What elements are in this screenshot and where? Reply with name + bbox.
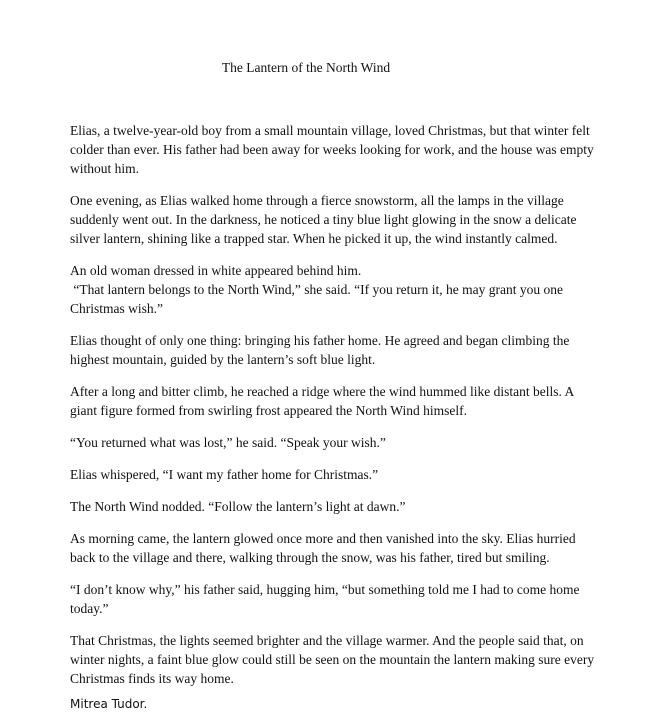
paragraph <box>70 382 630 420</box>
paragraph <box>70 433 630 452</box>
paragraph-line: Elias thought of only one thing: bringing his father home. He agreed and began climbing the <box>70 333 570 348</box>
author-signature: Mitrea Tudor. <box>70 697 148 711</box>
paragraph-line: highest mountain, guided by the lantern’s soft blue light. <box>70 352 376 367</box>
paragraph <box>70 580 630 618</box>
paragraph <box>70 529 630 567</box>
paragraph <box>70 497 630 516</box>
paragraph-line: Christmas finds its way home. <box>70 671 234 686</box>
paragraph-line: Christmas wish.” <box>70 301 163 316</box>
document-title: The Lantern of the North Wind <box>221 60 391 75</box>
paragraph-line: “That lantern belongs to the North Wind,” she said. “If you return it, he may grant you one <box>70 282 563 297</box>
paragraph-line: Elias whispered, “I want my father home for Christmas.” <box>70 467 379 482</box>
paragraph <box>70 331 630 369</box>
paragraph <box>70 191 630 248</box>
paragraph-line: As morning came, the lantern glowed once more and then vanished into the sky. Elias hurried <box>70 531 576 546</box>
paragraph-line: back to the village and there, walking through the snow, was his father, tired but smiling. <box>70 550 550 565</box>
paragraph-line: today.” <box>70 601 109 616</box>
paragraph <box>70 465 630 484</box>
paragraph-line: winter nights, a faint blue glow could still be seen on the mountain the lantern making sure every <box>70 652 595 667</box>
paragraph-line: The North Wind nodded. “Follow the lantern’s light at dawn.” <box>70 499 406 514</box>
paragraph-line: without him. <box>70 161 140 176</box>
paragraph-line: “You returned what was lost,” he said. “Speak your wish.” <box>70 435 386 450</box>
paragraph-line: That Christmas, the lights seemed brighter and the village warmer. And the people said that, on <box>70 633 584 648</box>
paragraph-line: Elias, a twelve-year-old boy from a small mountain village, loved Christmas, but that winter felt <box>70 123 590 138</box>
paragraph-line: colder than ever. His father had been away for weeks looking for work, and the house was empty <box>70 142 594 157</box>
paragraph-line: “I don’t know why,” his father said, hugging him, “but something told me I had to come home <box>70 582 580 597</box>
paragraph-line: One evening, as Elias walked home through a fierce snowstorm, all the lamps in the village <box>70 193 564 208</box>
paragraph <box>70 631 630 688</box>
paragraph-line: silver lantern, shining like a trapped star. When he picked it up, the wind instantly calmed. <box>70 231 558 246</box>
paragraph <box>70 261 630 318</box>
paragraph-line: giant figure formed from swirling frost appeared the North Wind himself. <box>70 403 467 418</box>
document-body <box>70 121 630 701</box>
paragraph-line: An old woman dressed in white appeared behind him. <box>70 263 362 278</box>
paragraph-line: After a long and bitter climb, he reached a ridge where the wind hummed like distant bells. A <box>70 384 575 399</box>
paragraph <box>70 121 630 178</box>
paragraph-line: suddenly went out. In the darkness, he noticed a tiny blue light glowing in the snow a delicate <box>70 212 577 227</box>
